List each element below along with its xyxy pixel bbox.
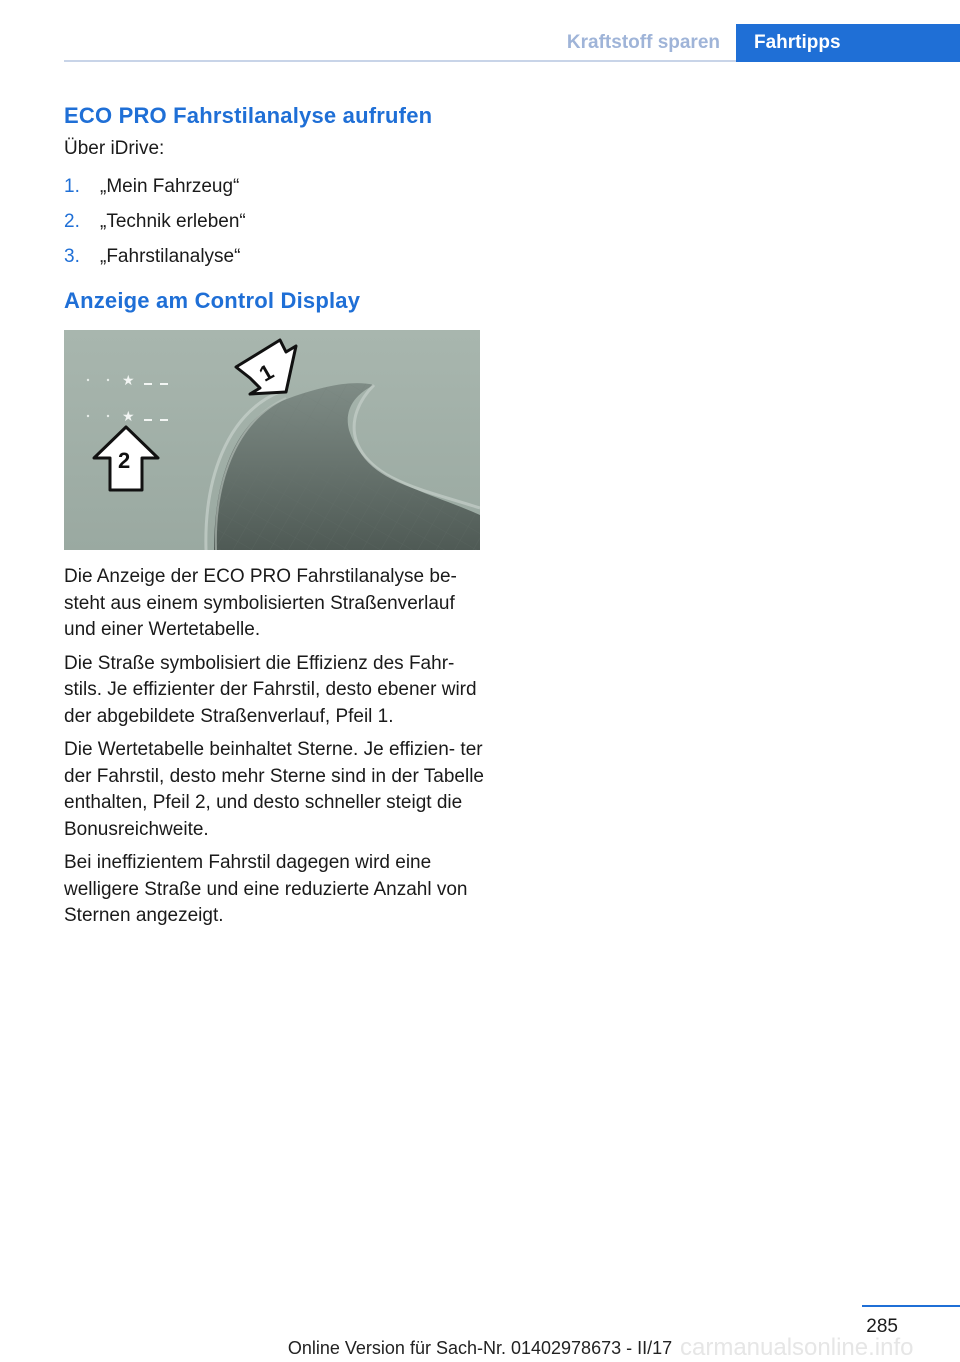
step-number: 3. xyxy=(64,246,80,267)
step-number: 2. xyxy=(64,211,80,232)
step-list xyxy=(64,175,246,280)
control-display-figure xyxy=(64,330,480,550)
section-tab[interactable]: Kraftstoff sparen xyxy=(566,32,720,53)
step-text: „Mein Fahrzeug“ xyxy=(100,176,240,197)
step-text: „Fahrstilanalyse“ xyxy=(100,246,241,267)
list-item xyxy=(64,245,246,280)
paragraph: Die Wertetabelle beinhaltet Sterne. Je effizien‐ ter der Fahrstil, desto mehr Sterne sind in der Tabelle enthalten, Pfeil 2, und desto schneller steigt die Bonusreichweite. xyxy=(64,739,484,840)
chapter-tab[interactable]: Fahrtipps xyxy=(736,24,960,62)
description-body xyxy=(64,564,484,937)
list-item xyxy=(64,210,246,245)
paragraph: Die Anzeige der ECO PRO Fahrstilanalyse be‐ steht aus einem symbolisierten Straßenverlauf und einer Wertetabelle. xyxy=(64,566,457,640)
section-heading-control-display: Anzeige am Control Display xyxy=(64,288,361,313)
eco-pro-display-illustration xyxy=(64,330,480,550)
footer-note: Online Version für Sach-Nr. 01402978673 - II/17 xyxy=(287,1338,673,1358)
list-item xyxy=(64,175,246,210)
footer-rule xyxy=(862,1305,960,1307)
svg-text:★: ★ xyxy=(122,409,135,425)
step-number: 1. xyxy=(64,176,80,197)
paragraph: Die Straße symbolisiert die Effizienz des Fahr‐ stils. Je effizienter der Fahrstil, desto ebener wird der abgebildete Straßenverlauf, Pfeil 1. xyxy=(64,652,477,727)
step-text: „Technik erleben“ xyxy=(100,211,246,232)
section-heading-eco-pro: ECO PRO Fahrstilanalyse aufrufen xyxy=(64,103,433,128)
arrow-2-label: 2 xyxy=(118,448,131,473)
page-number: 285 xyxy=(866,1316,898,1337)
arrow-1-label: 1 xyxy=(254,358,278,387)
paragraph: Bei ineffizientem Fahrstil dagegen wird eine welligere Straße und eine reduzierte Anzahl von Sternen angezeigt. xyxy=(64,852,468,926)
intro-text: Über iDrive: xyxy=(64,138,165,159)
watermark: carmanualsonline.info xyxy=(680,1334,914,1361)
svg-text:★: ★ xyxy=(122,373,135,389)
